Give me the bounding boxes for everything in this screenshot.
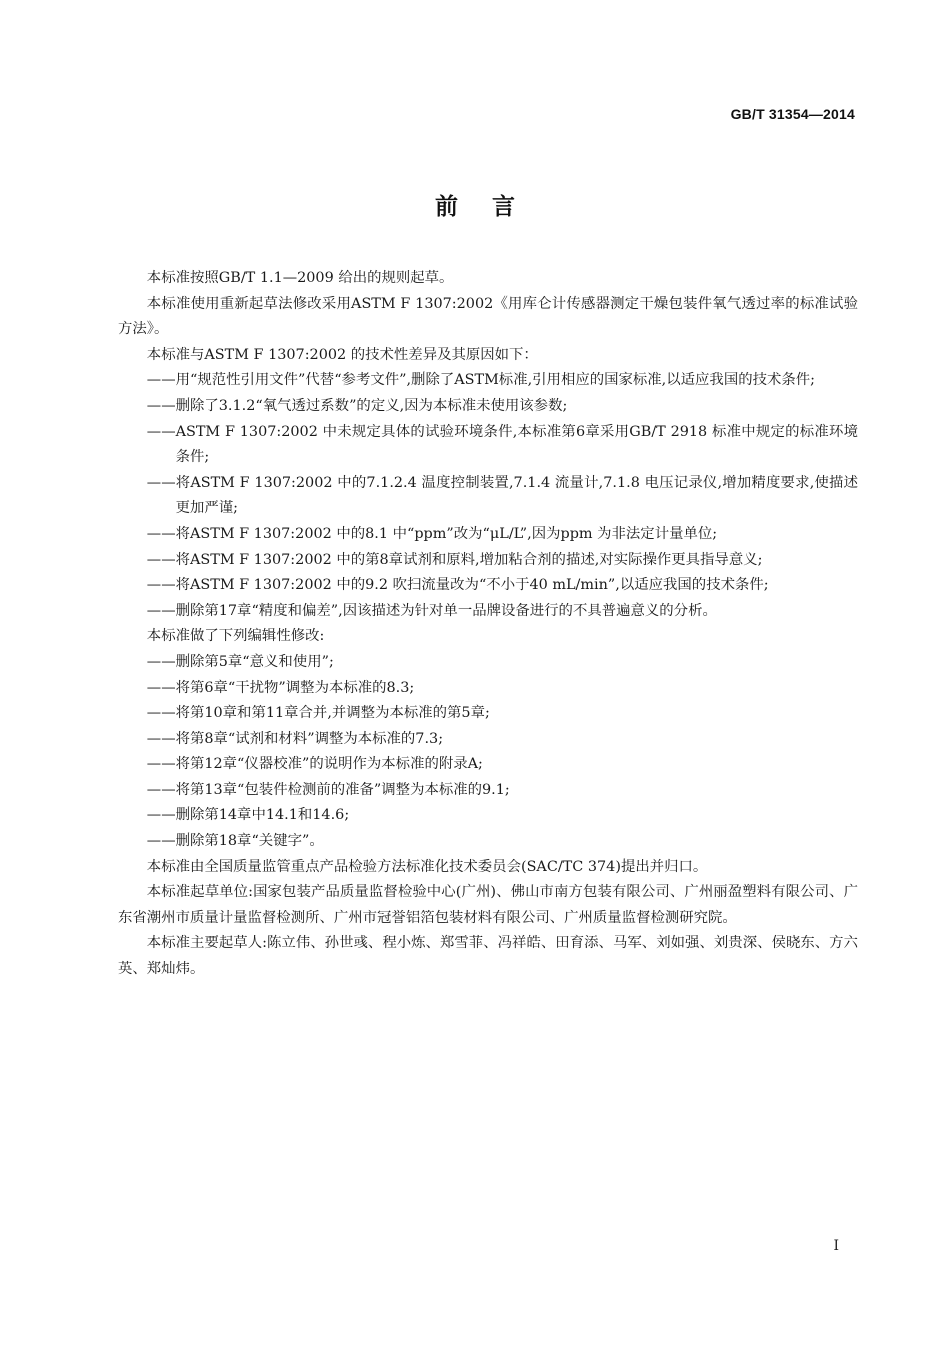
foreword-body [118, 266, 858, 983]
list-item: ——将第12章“仪器校准”的说明作为本标准的附录A; [146, 756, 483, 773]
list-item: ——将第10章和第11章合并,并调整为本标准的第5章; [146, 705, 490, 722]
list-item: ——将ASTM F 1307:2002 中的8.1 中“ppm”改为“μL/L”,因为ppm 为非法定计量单位; [146, 525, 718, 542]
list-item: ——删除了3.1.2“氧气透过系数”的定义,因为本标准未使用该参数; [146, 397, 568, 414]
list-item: ——删除第14章中14.1和14.6; [146, 807, 350, 824]
list-item: ——将ASTM F 1307:2002 中的9.2 吹扫流量改为“不小于40 mL/min”,以适应我国的技术条件; [146, 577, 769, 594]
list-item: ——ASTM F 1307:2002 中未规定具体的试验环境条件,本标准第6章采用GB/T 2918 标准中规定的标准环境条件; [146, 423, 858, 466]
list-item: ——删除第17章“精度和偏差”,因该描述为针对单一品牌设备进行的不具普遍意义的分析。 [146, 602, 717, 619]
standard-code: GB/T 31354—2014 [730, 106, 855, 122]
list-item: ——删除第18章“关键字”。 [146, 833, 324, 850]
paragraph-editorial-intro: 本标准做了下列编辑性修改: [146, 628, 325, 645]
page-number: I [833, 1238, 839, 1254]
page-title: 前言 [435, 194, 549, 220]
paragraph-drafting-rules: 本标准按照GB/T 1.1—2009 给出的规则起草。 [146, 270, 454, 286]
list-item: ——用“规范性引用文件”代替“参考文件”,删除了ASTM标准,引用相应的国家标准,以适应我国的技术条件; [146, 372, 816, 389]
paragraph-differences-intro: 本标准与ASTM F 1307:2002 的技术性差异及其原因如下： [146, 346, 538, 363]
paragraph-proposer: 本标准由全国质量监管重点产品检验方法标准化技术委员会(SAC/TC 374)提出并归口。 [146, 858, 708, 875]
list-item: ——将ASTM F 1307:2002 中的7.1.2.4 温度控制装置,7.1.4 流量计,7.1.8 电压记录仪,增加精度要求,使描述更加严谨; [146, 474, 858, 517]
list-item: ——将第8章“试剂和材料”调整为本标准的7.3; [146, 730, 444, 747]
list-item: ——将ASTM F 1307:2002 中的第8章试剂和原料,增加粘合剂的描述,对实际操作更具指导意义; [146, 551, 763, 568]
paragraph-drafters: 本标准主要起草人:陈立伟、孙世彧、程小炼、郑雪菲、冯祥皓、田育添、马军、刘如强、刘贵深、侯晓东、方六英、郑灿炜。 [118, 935, 858, 978]
paragraph-drafting-units: 本标准起草单位:国家包装产品质量监督检验中心(广州)、佛山市南方包装有限公司、广州丽盈塑料有限公司、广东省潮州市质量计量监督检测所、广州市冠誉铝箔包装材料有限公司、广州质量监督检测研究院。 [118, 884, 858, 926]
paragraph-adoption: 本标准使用重新起草法修改采用ASTM F 1307:2002《用库仑计传感器测定干燥包装件氧气透过率的标准试验方法》。 [118, 295, 858, 338]
list-item: ——将第13章“包装件检测前的准备”调整为本标准的9.1; [146, 781, 510, 798]
list-item: ——将第6章“干扰物”调整为本标准的8.3; [146, 679, 415, 696]
list-item: ——删除第5章“意义和使用”; [146, 653, 334, 670]
